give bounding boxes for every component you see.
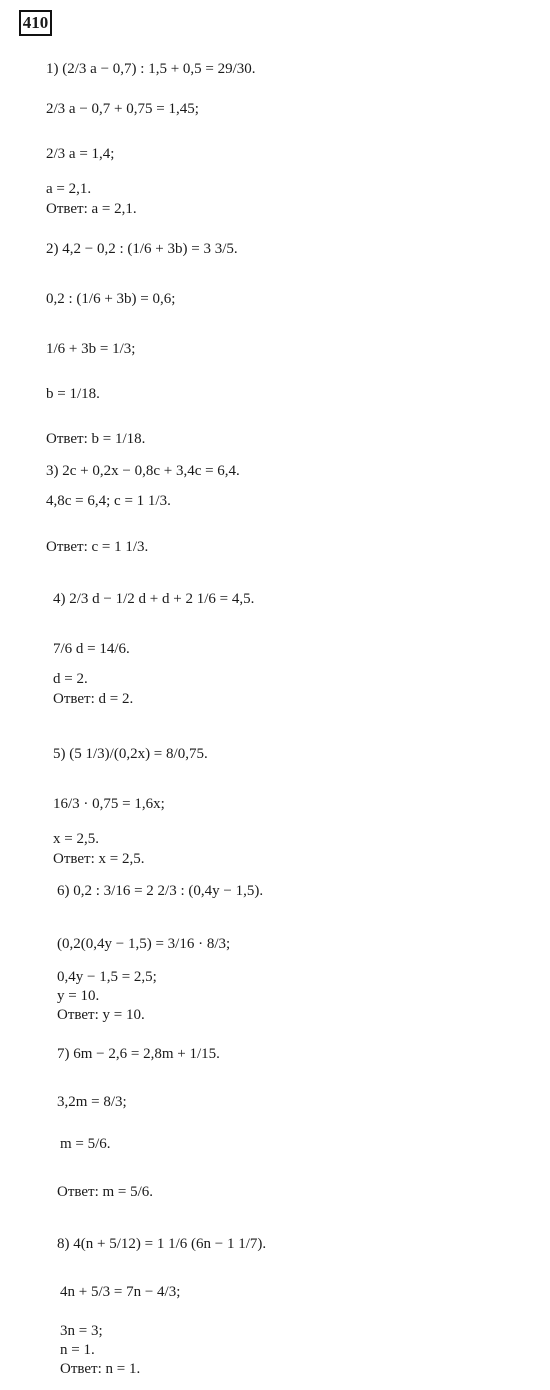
line-1-1: 1) (2/3 a − 0,7) : 1,5 + 0,5 = 29/30. xyxy=(46,61,256,77)
line-4-1: 4) 2/3 d − 1/2 d + d + 2 1/6 = 4,5. xyxy=(53,591,255,607)
line-6-1: 6) 0,2 : 3/16 = 2 2/3 : (0,4y − 1,5). xyxy=(57,883,264,899)
line-8-4: n = 1. xyxy=(60,1342,95,1358)
answer-3: Ответ: c = 1 1/3. xyxy=(46,539,149,555)
line-2-3: 1/6 + 3b = 1/3; xyxy=(46,341,136,357)
line-5-1: 5) (5 1/3)/(0,2x) = 8/0,75. xyxy=(53,746,208,762)
line-8-2: 4n + 5/3 = 7n − 4/3; xyxy=(60,1284,181,1300)
line-4-3: d = 2. xyxy=(53,671,88,687)
line-2-1: 2) 4,2 − 0,2 : (1/6 + 3b) = 3 3/5. xyxy=(46,241,238,257)
line-7-1: 7) 6m − 2,6 = 2,8m + 1/15. xyxy=(57,1046,220,1062)
answer-7: Ответ: m = 5/6. xyxy=(57,1184,154,1200)
answer-8: Ответ: n = 1. xyxy=(60,1361,141,1377)
answer-5: Ответ: x = 2,5. xyxy=(53,851,145,867)
line-5-2: 16/3 · 0,75 = 1,6x; xyxy=(53,796,165,812)
line-1-2: 2/3 a − 0,7 + 0,75 = 1,45; xyxy=(46,101,199,117)
line-3-2: 4,8c = 6,4; c = 1 1/3. xyxy=(46,493,171,509)
line-8-3: 3n = 3; xyxy=(60,1323,103,1339)
line-1-4: a = 2,1. xyxy=(46,181,92,197)
line-3-1: 3) 2c + 0,2x − 0,8c + 3,4c = 6,4. xyxy=(46,463,240,479)
line-2-2: 0,2 : (1/6 + 3b) = 0,6; xyxy=(46,291,176,307)
line-8-1: 8) 4(n + 5/12) = 1 1/6 (6n − 1 1/7). xyxy=(57,1236,267,1252)
answer-1: Ответ: a = 2,1. xyxy=(46,201,137,217)
line-7-2: 3,2m = 8/3; xyxy=(57,1094,127,1110)
line-7-3: m = 5/6. xyxy=(60,1136,111,1152)
answer-6: Ответ: y = 10. xyxy=(57,1007,145,1023)
line-1-3: 2/3 a = 1,4; xyxy=(46,146,115,162)
line-5-3: x = 2,5. xyxy=(53,831,99,847)
problem-number-badge: 410 xyxy=(19,10,52,36)
line-2-4: b = 1/18. xyxy=(46,386,100,402)
line-4-2: 7/6 d = 14/6. xyxy=(53,641,130,657)
line-6-2: (0,2(0,4y − 1,5) = 3/16 · 8/3; xyxy=(57,936,231,952)
answer-2: Ответ: b = 1/18. xyxy=(46,431,146,447)
answer-4: Ответ: d = 2. xyxy=(53,691,134,707)
line-6-4: y = 10. xyxy=(57,988,100,1004)
line-6-3: 0,4y − 1,5 = 2,5; xyxy=(57,969,157,985)
